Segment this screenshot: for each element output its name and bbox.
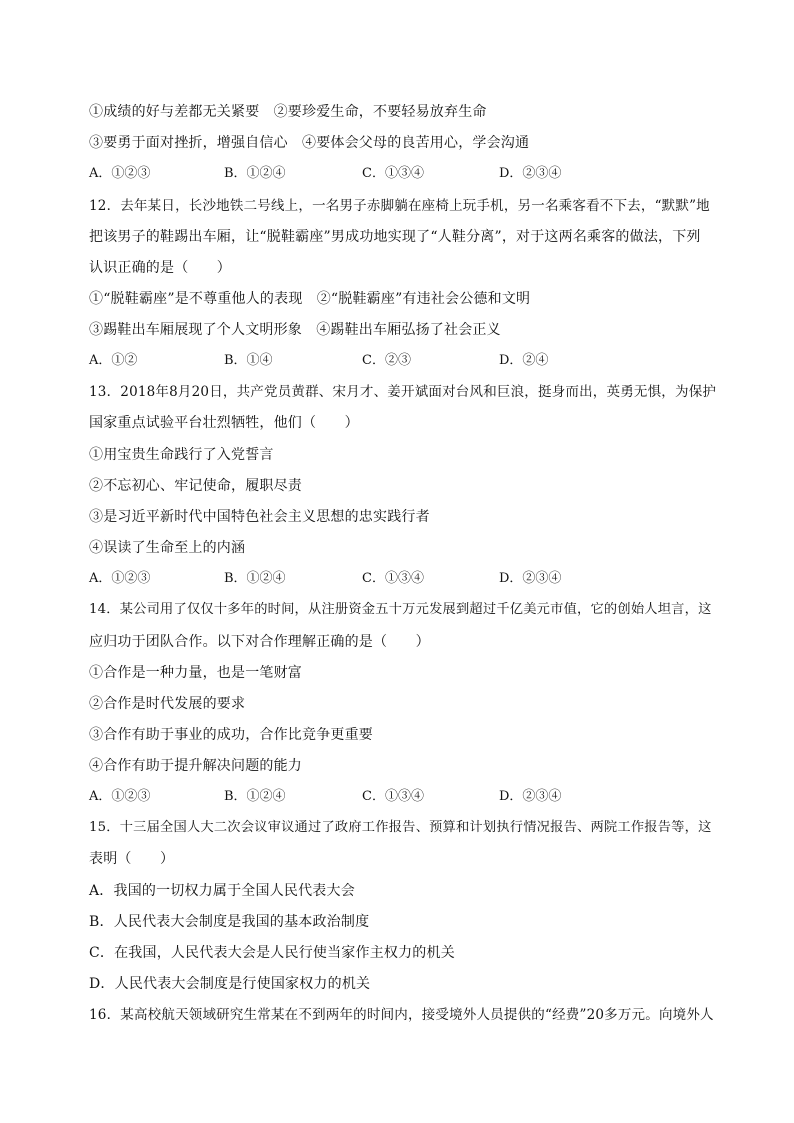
q12-options (89, 351, 729, 371)
option-a[interactable]: A．①②③ (89, 789, 151, 804)
q13-item-3: ③是习近平新时代中国特色社会主义思想的忠实践行者 (89, 509, 430, 525)
option-b[interactable]: B．①②④ (224, 166, 286, 181)
q15-stem-line-2: 表明（ ） (89, 851, 175, 867)
option-c[interactable]: C．①③④ (362, 571, 424, 586)
option-d[interactable]: D．②③④ (499, 166, 562, 181)
q13-item-2: ②不忘初心、牢记使命，履职尽责 (89, 478, 302, 494)
q12-item-3-4: ③踢鞋出车厢展现了个人文明形象 ④踢鞋出车厢弘扬了社会正义 (89, 322, 501, 338)
option-d[interactable]: D．②③④ (499, 789, 562, 804)
option-b[interactable]: B．①②④ (224, 789, 286, 804)
q15-stem-line-1: 15．十三届全国人大二次会议审议通过了政府工作报告、预算和计划执行情况报告、两院工作报告等，这 (89, 820, 712, 835)
option-a[interactable]: A．①②③ (89, 571, 151, 586)
option-b[interactable]: B．①②④ (224, 571, 286, 586)
prev-question-item-3-4: ③要勇于面对挫折，增强自信心 ④要体会父母的良苦用心，学会沟通 (89, 135, 530, 151)
q14-item-2: ②合作是时代发展的要求 (89, 696, 246, 712)
q15-choice-a[interactable]: A．我国的一切权力属于全国人民代表大会 (89, 883, 355, 899)
q15-choice-d[interactable]: D．人民代表大会制度是行使国家权力的机关 (89, 976, 371, 992)
option-b[interactable]: B．①④ (224, 353, 273, 368)
q12-stem-line-3: 认识正确的是（ ） (89, 260, 231, 276)
q14-item-1: ①合作是一种力量，也是一笔财富 (89, 665, 302, 681)
option-a[interactable]: A．①② (89, 353, 138, 368)
prev-question-item-1-2: ①成绩的好与差都无关紧要 ②要珍爱生命，不要轻易放弃生命 (89, 104, 487, 120)
q13-item-1: ①用宝贵生命践行了入党誓言 (89, 447, 274, 463)
q15-choice-c[interactable]: C．在我国，人民代表大会是人民行使当家作主权力的机关 (89, 945, 455, 961)
q14-stem-line-2: 应归功于团队合作。以下对合作理解正确的是（ ） (89, 634, 430, 650)
q13-stem-line-1: 13．2018年8月20日，共产党员黄群、宋月才、姜开斌面对台风和巨浪，挺身而出，英勇无惧，为保护 (89, 384, 717, 400)
option-d[interactable]: D．②④ (499, 353, 549, 368)
q16-stem-line-1: 16．某高校航天领域研究生常某在不到两年的时间内，接受境外人员提供的“经费”20多万元。向境外人 (89, 1007, 714, 1023)
q15-choice-b[interactable]: B．人民代表大会制度是我国的基本政治制度 (89, 914, 370, 930)
q13-item-4: ④误读了生命至上的内涵 (89, 540, 246, 556)
option-d[interactable]: D．②③④ (499, 571, 562, 586)
q14-options (89, 787, 729, 807)
q12-stem-line-2: 把该男子的鞋踢出车厢，让“脱鞋霸座”男成功地实现了“人鞋分离”，对于这两名乘客的做法，下列 (89, 229, 701, 245)
q14-item-4: ④合作有助于提升解决问题的能力 (89, 758, 302, 774)
prev-question-options (89, 164, 729, 184)
q13-stem-line-2: 国家重点试验平台壮烈牺牲，他们（ ） (89, 415, 359, 431)
q12-stem-line-1: 12．去年某日，长沙地铁二号线上，一名男子赤脚躺在座椅上玩手机，另一名乘客看不下去，“默默”地 (89, 198, 710, 214)
q14-item-3: ③合作有助于事业的成功，合作比竞争更重要 (89, 727, 373, 743)
q13-options (89, 569, 729, 589)
option-c[interactable]: C．②③ (362, 353, 411, 368)
q14-stem-line-1: 14．某公司用了仅仅十多年的时间，从注册资金五十万元发展到超过千亿美元市值，它的创始人坦言，这 (89, 602, 712, 617)
option-c[interactable]: C．①③④ (362, 789, 424, 804)
option-a[interactable]: A．①②③ (89, 166, 151, 181)
q12-item-1-2: ①“脱鞋霸座”是不尊重他人的表现 ②“脱鞋霸座”有违社会公德和文明 (89, 291, 531, 307)
option-c[interactable]: C．①③④ (362, 166, 424, 181)
